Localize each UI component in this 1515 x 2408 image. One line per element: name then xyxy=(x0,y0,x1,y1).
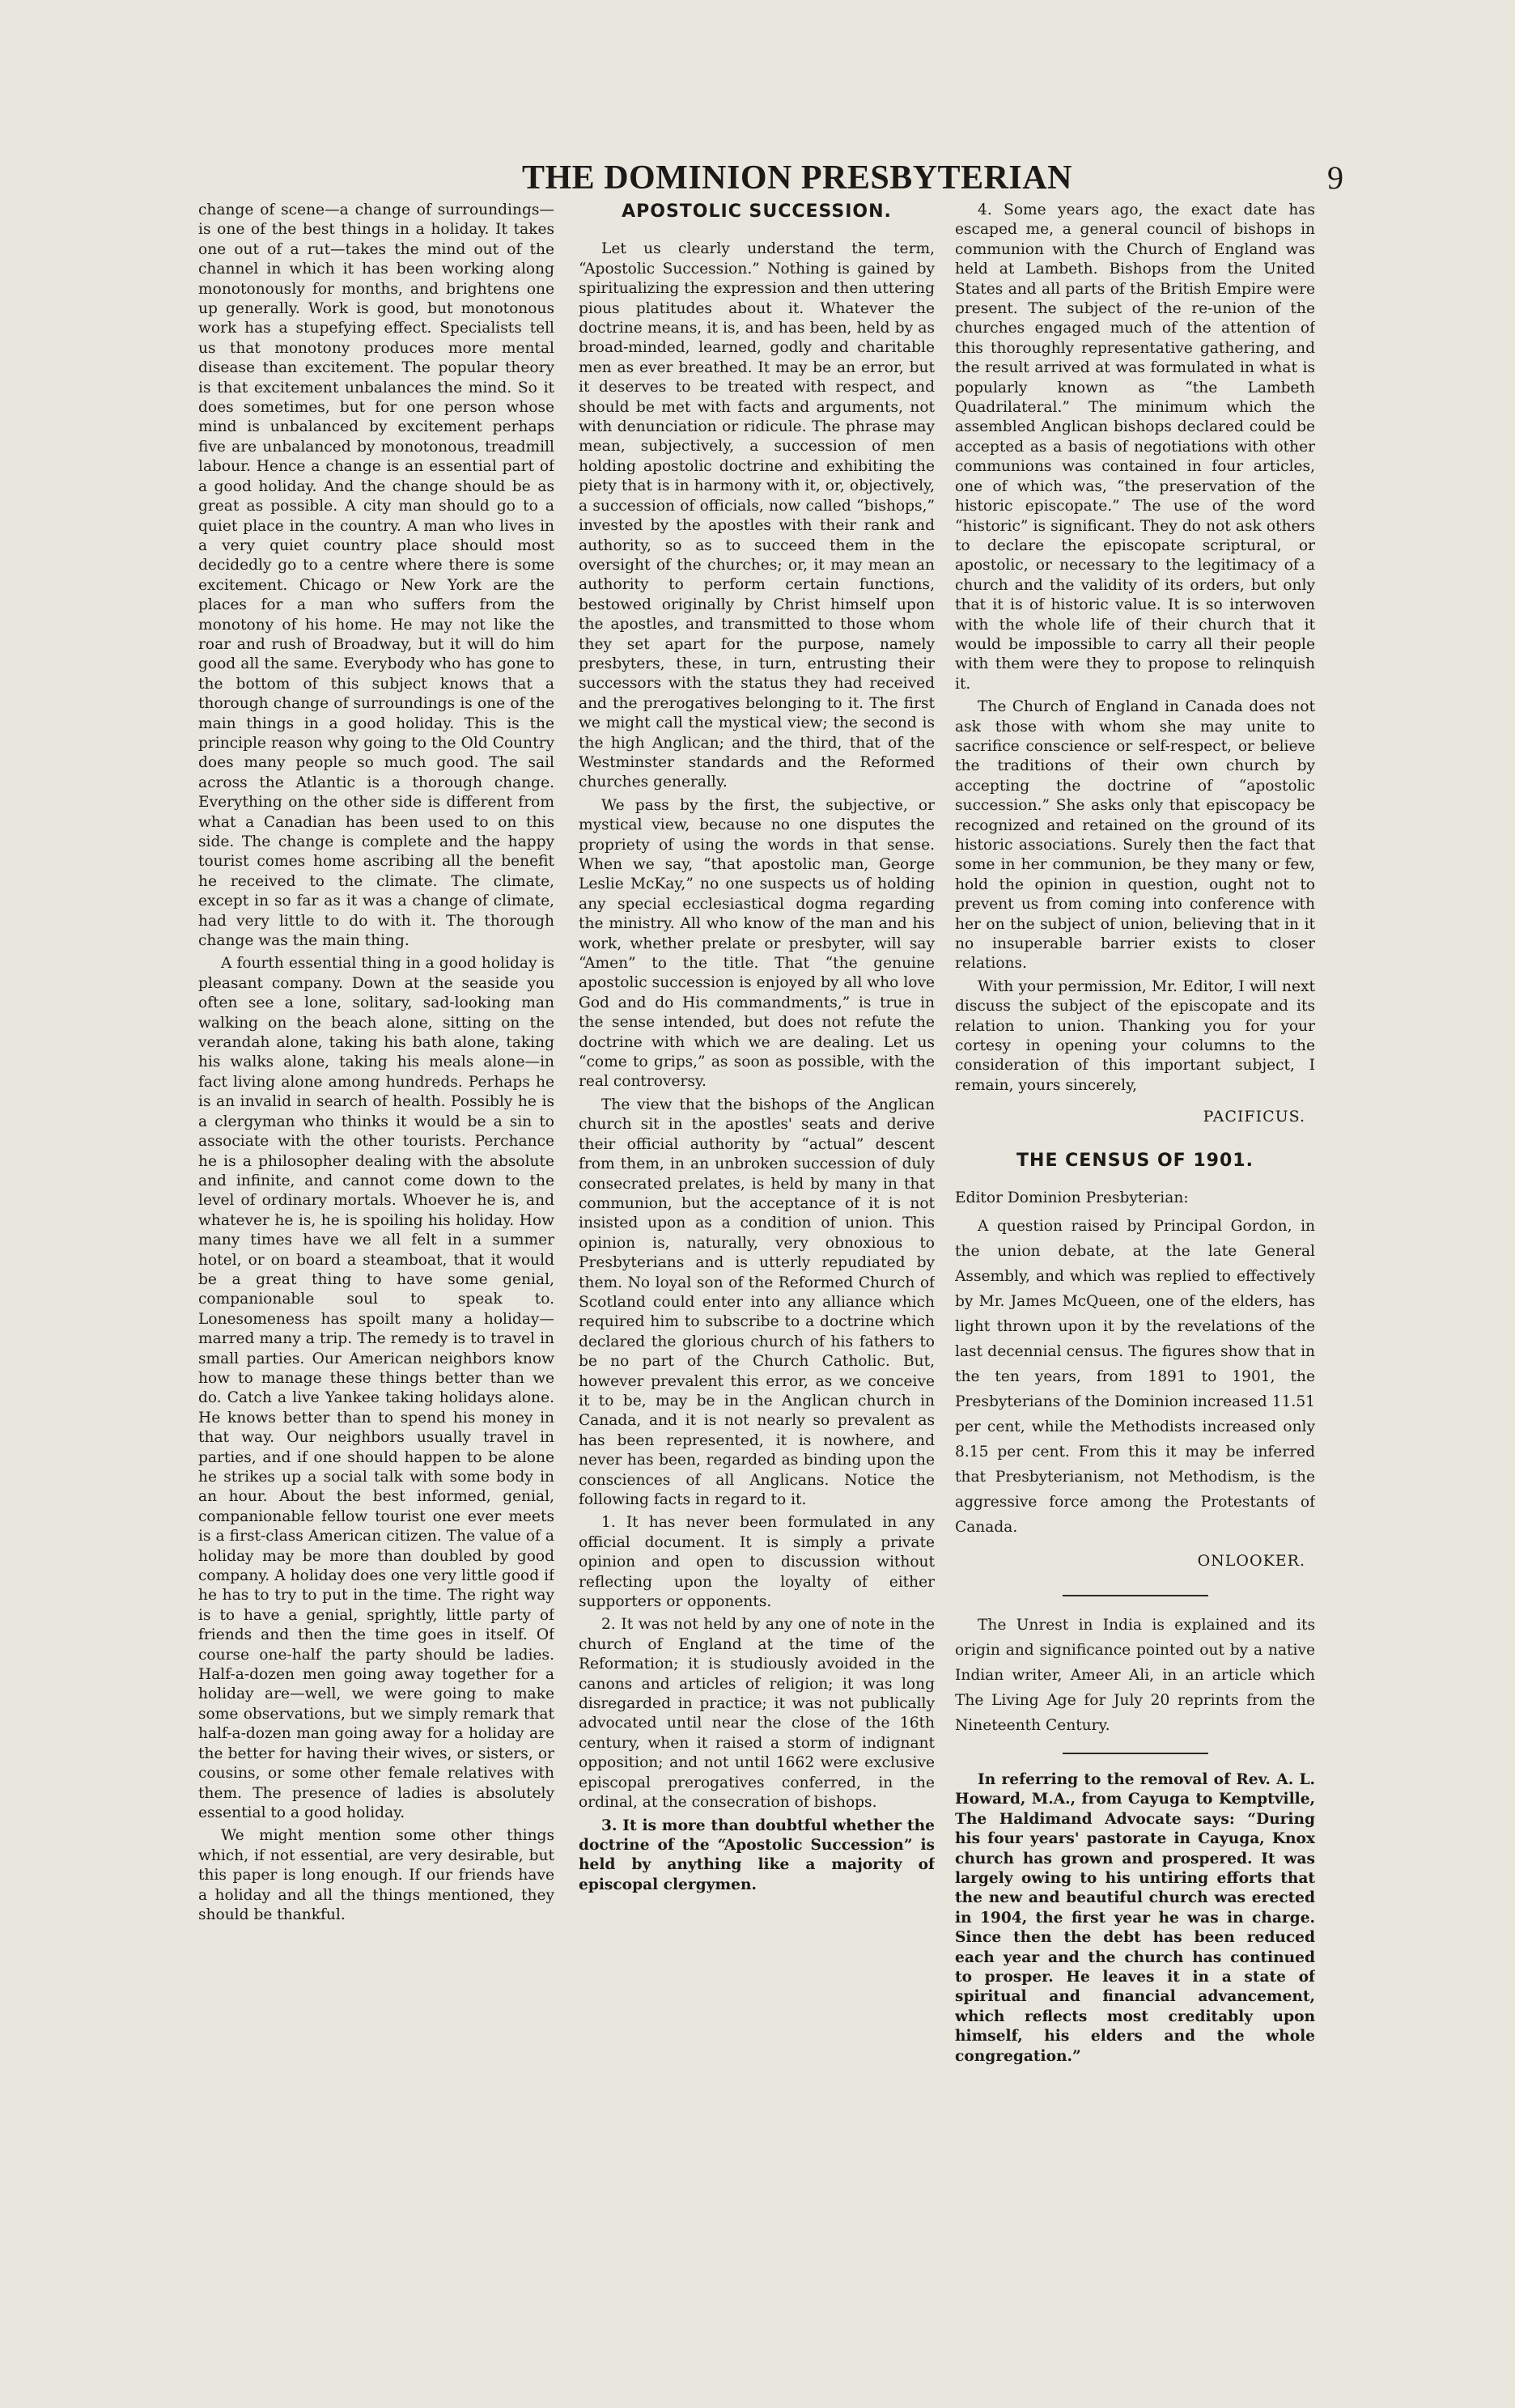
census-heading: THE CENSUS OF 1901. xyxy=(1016,1150,1254,1171)
article-paragraph: 2. It was not held by any one of note in the church of England at the time of the Reformation; it is studiously avoided in the canons and articles of religion; it was long disregarded in practice; it was not publically advocated until near the close of the 16th century, when it raised a storm of indignant opposition; and not until 1662 were exclusive episcopal prerogatives conferred, in the ordinal, at the consecration of bishops. xyxy=(579,1616,935,1812)
census-paragraph: A question raised by Principal Gordon, in the union debate, at the late General Assembly, and which was replied to effectively by Mr. James McQueen, one of the elders, has light thrown upon it by the revelations of the last decennial census. The figures show that in the ten years, from 1891 to 1901, the Presbyterians of the Dominion increased 11.51 per cent, while the Methodists increased only 8.15 per cent. From this it may be inferred that Presbyterianism, not Methodism, is the aggressive force among the Protestants of Canada. xyxy=(955,1217,1315,1536)
unrest-paragraph: The Unrest in India is explained and its origin and significance pointed out by a native Indian writer, Ameer Ali, in an article which The Living Age for July 20 reprints from the Nineteenth Century. xyxy=(955,1616,1315,1734)
article-signature: PACIFICUS. xyxy=(1203,1108,1305,1126)
article-paragraph: We pass by the first, the subjective, or mystical view, because no one disputes the propriety of using the words in that sense. When we say, “that apostolic man, George Leslie McKay,” no one suspects us of holding any special ecclesiastical dogma regarding the ministry. All who know of the man and his work, whether prelate or presbyter, will say “Amen” to the title. That “the genuine apostolic succession is enjoyed by all who love God and do His commandments,” is true in the sense intended, but does not refute the doctrine with which we are dealing. Let us “come to grips,” as soon as possible, with the real controversy. xyxy=(579,796,935,1091)
left-column xyxy=(198,201,554,2385)
article-paragraph: change of scene—a change of surroundings—is one of the best things in a holiday. It takes one out of a rut—takes the mind out of the channel in which it has been working along monotonously for months, and brightens one up generally. Work is good, but monotonous work has a stupefying effect. Specialists tell us that monotony produces more mental disease than excitement. The popular theory is that excitement unbalances the mind. So it does sometimes, but for one person whose mind is unbalanced by excitement perhaps five are unbalanced by monotonous, treadmill labour. Hence a change is an essential part of a good holiday. And the change should be as great as possible. A city man should go to a quiet place in the country. A man who lives in a very quiet country place should most decidedly go to a centre where there is some excitement. Chicago or New York are the places for a man who suffers from the monotony of his home. He may not like the roar and rush of Broadway, but it will do him good all the same. Everybody who has gone to the bottom of this subject knows that a thorough change of surroundings is one of the main things in a good holiday. This is the principle reason why going to the Old Country does many people so much good. The sail across the Atlantic is a thorough change. Everything on the other side is different from what a Canadian has been used to on this side. The change is complete and the happy tourist comes home ascribing all the benefit he received to the climate. The climate, except in so far as it was a change of climate, had very little to do with it. The thorough change was the main thing. xyxy=(198,201,554,950)
article-paragraph: A fourth essential thing in a good holiday is pleasant company. Down at the seaside you often see a lone, solitary, sad-looking man walking on the beach alone, sitting on the verandah alone, taking his bath alone, taking his walks alone, taking his meals alone—in fact living alone among hundreds. Perhaps he is an invalid in search of health. Possibly he is a clergyman who thinks it would be a sin to associate with the other tourists. Perchance he is a philosopher dealing with the absolute and infinite, and cannot come down to the level of ordinary mortals. Whoever he is, and whatever he is, he is spoiling his holiday. How many times have we all felt in a summer hotel, or on board a steamboat, that it would be a great thing to have some genial, companionable soul to speak to. Lonesomeness has spoilt many a holiday—marred many a trip. The remedy is to travel in small parties. Our American neighbors know how to manage these things better than we do. Catch a live Yankee taking holidays alone. He knows better than to spend his money in that way. Our neighbors usually travel in parties, and if one should happen to be alone he strikes up a social talk with some body in an hour. About the best informed, genial, companionable fellow tourist one ever meets is a first-class American citizen. The value of a holiday may be more than doubled by good company. A holiday does one very little good if he has to try to put in the time. The right way is to have a genial, sprightly, little party of friends and then the time goes in itself. Of course one-half the party should be ladies. Half-a-dozen men going away together for a holiday are—well, we were going to make some observations, but we simply remark that half-a-dozen man going away for a holiday are the better for having their wives, or sisters, or cousins, or some other female relatives with them. The presence of ladies is absolutely essential to a good holiday. xyxy=(198,955,554,1821)
page-number: 9 xyxy=(1327,159,1343,196)
census-signature: ONLOOKER. xyxy=(1197,1551,1305,1570)
article-paragraph: We might mention some other things which, if not essential, are very desirable, but this paper is long enough. If our friends have a holiday and all the things mentioned, they should be thankful. xyxy=(198,1827,554,1923)
article-heading: APOSTOLIC SUCCESSION. xyxy=(622,201,892,222)
article-paragraph: 4. Some years ago, the exact date has escaped me, a general council of bishops in communion with the Church of England was held at Lambeth. Bishops from the United States and all parts of the British Empire were present. The subject of the re-union of the churches engaged much of the attention of this thoroughly representative gathering, and the result arrived at was formulated in what is popularly known as “the Lambeth Quadrilateral.” The minimum which the assembled Anglican bishops declared could be accepted as a basis of negotiations with other communions was contained in four articles, one of which was, “the preservation of the historic episcopate.” The use of the word “historic” is significant. They do not ask others to declare the episcopate scriptural, or apostolic, or necessary to the legitimacy of a church and the validity of its orders, but only that it is of historic value. It is so interwoven with the whole life of their church that it would be impossible to carry all their people with them were they to propose to relinquish it. xyxy=(955,201,1315,693)
middle-column xyxy=(579,201,935,2385)
article-paragraph: With your permission, Mr. Editor, I will next discuss the subject of the episcopate and its relation to union. Thanking you for your cortesy in opening your columns to the consideration of this important subject, I remain, yours sincerely, xyxy=(955,977,1315,1094)
howard-paragraph: In referring to the removal of Rev. A. L. Howard, M.A., from Cayuga to Kemptville, The Haldimand Advocate says: “During his four years' pastorate in Cayuga, Knox church has grown and prospered. It was largely owing to his untiring efforts that the new and beautiful church was erected in 1904, the first year he was in charge. Since then the debt has been reduced each year and the church has continued to prosper. He leaves it in a state of spiritual and financial advancement, which reflects most creditably upon himself, his elders and the whole congregation.” xyxy=(955,1770,1315,2065)
article-paragraph: The view that the bishops of the Anglican church sit in the apostles' seats and derive their official authority by “actual” descent from them, in an unbroken succession of duly consecrated prelates, is held by many in that communion, but the acceptance of it is not insisted upon as a condition of union. This opinion is, naturally, very obnoxious to Presbyterians and is utterly repudiated by them. No loyal son of the Reformed Church of Scotland could enter into any alliance which required him to subscribe to a doctrine which declared the glorious church of his fathers to be no part of the Church Catholic. But, however prevalent this error, as we conceive it to be, may be in the Anglican church in Canada, and it is not nearly so prevalent as has been represented, it is nowhere, and never has been, regarded as binding upon the consciences of all Anglicans. Notice the following facts in regard to it. xyxy=(579,1096,935,1508)
article-paragraph: Let us clearly understand the term, “Apostolic Succession.” Nothing is gained by spiritualizing the expression and then uttering pious platitudes about it. Whatever the doctrine means, it is, and has been, held by as broad-minded, learned, godly and charitable men as ever breathed. It may be an error, but it deserves to be treated with respect, and should be met with facts and arguments, not with denunciation or ridicule. The phrase may mean, subjectively, a succession of men holding apostolic doctrine and exhibiting the piety that is in harmony with it, or, objectively, a succession of officials, now called “bishops,” invested by the apostles with their rank and authority, so as to succeed them in the oversight of the churches; or, it may mean an authority to perform certain functions, bestowed originally by Christ himself upon the apostles, and transmitted to those whom they set apart for the purpose, namely presbyters, these, in turn, entrusting their successors with the status they had received and the prerogatives belonging to it. The first we might call the mystical view; the second is the high Anglican; and the third, that of the Westminster standards and the Reformed churches generally. xyxy=(579,240,935,791)
census-addressee: Editor Dominion Presbyterian: xyxy=(955,1189,1189,1207)
masthead-title: THE DOMINION PRESBYTERIAN xyxy=(522,159,1072,197)
article-paragraph: 1. It has never been formulated in any official document. It is simply a private opinion and open to discussion without reflecting upon the loyalty of either supporters or opponents. xyxy=(579,1514,935,1611)
right-column xyxy=(955,201,1315,2385)
article-paragraph: The Church of England in Canada does not ask those with whom she may unite to sacrifice conscience or self-respect, or believe the traditions of their own church by accepting the doctrine of “apostolic succession.” She asks only that episcopacy be recognized and retained on the ground of its historic associations. Surely then the fact that some in her communion, be they many or few, hold the opinion in question, ought not to prevent us from coming into conference with her on the subject of union, believing that in it no insuperable barrier exists to closer relations. xyxy=(955,698,1315,973)
divider-rule xyxy=(1063,1753,1208,1754)
divider-rule xyxy=(1063,1595,1208,1596)
article-paragraph: 3. It is more than doubtful whether the doctrine of the “Apostolic Succession” is held by anything like a majority of episcopal clergymen. xyxy=(579,1817,935,1893)
